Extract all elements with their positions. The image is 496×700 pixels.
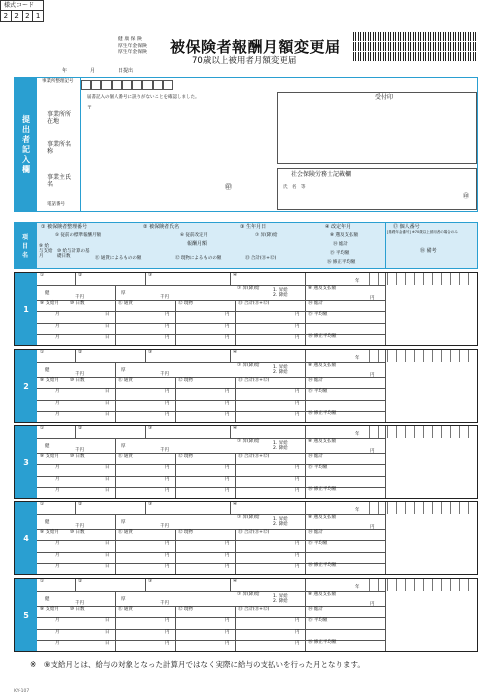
form-number: KY-107 <box>14 689 30 694</box>
field-label: 日 <box>105 401 110 406</box>
sharoushi-name-label: 氏 名 等 <box>283 185 306 190</box>
field-label: 日 <box>105 553 110 558</box>
field-label: 円 <box>295 553 300 558</box>
field-label: ⑪ 通貨 <box>118 530 133 535</box>
item-label: ⑨ 給与支給月 <box>39 244 53 259</box>
field-label: 円 <box>370 602 375 607</box>
field-label: 千円 <box>160 448 169 453</box>
field-label: 円 <box>165 488 170 493</box>
field-label: 日 <box>105 618 110 623</box>
field-label: 円 <box>165 465 170 470</box>
field-label: 円 <box>165 630 170 635</box>
field-label: 月 <box>55 477 60 482</box>
field-label: 日 <box>105 477 110 482</box>
date-month-label: 月 <box>90 68 96 74</box>
field-label: ⑯ 修正平均額 <box>308 563 337 568</box>
item-label: ⑱ 備考 <box>420 248 437 254</box>
address-label: 事業所所在地 <box>47 111 72 125</box>
field-label: ④ <box>233 579 238 584</box>
field-label: 年 <box>355 279 360 284</box>
field-label: ④ <box>233 350 238 355</box>
field-label: 円 <box>225 465 230 470</box>
record-number: 3 <box>15 426 37 498</box>
item-label: ⑭ 総計 <box>333 242 348 247</box>
form-code-label: 様式コード <box>1 1 43 11</box>
field-label: 円 <box>295 641 300 646</box>
record-number: 5 <box>15 579 37 651</box>
field-label: 月 <box>55 389 60 394</box>
record-number: 4 <box>15 502 37 574</box>
field-label: 円 <box>225 641 230 646</box>
item-label: ⑰ 個人番号 <box>393 224 420 230</box>
field-label: ② <box>78 350 83 355</box>
field-label: ⑩ 日数 <box>70 301 85 306</box>
field-label: 日 <box>105 412 110 417</box>
field-label: ⑯ 修正平均額 <box>308 334 337 339</box>
field-label: 円 <box>295 618 300 623</box>
field-label: 円 <box>370 525 375 530</box>
field-label: ① <box>40 579 45 584</box>
field-label: ⑭ 総計 <box>308 454 323 459</box>
field-label: 円 <box>165 564 170 569</box>
received-stamp-label: 受付印 <box>375 94 394 101</box>
field-label: 月 <box>55 465 60 470</box>
field-label: 円 <box>225 312 230 317</box>
field-label: ⑮ 平均額 <box>308 465 328 470</box>
field-label: 年 <box>355 508 360 513</box>
field-label: 円 <box>225 618 230 623</box>
insurance-line: 厚生年金保険 <box>118 50 147 55</box>
owner-seal-mark: ㊞ <box>225 183 232 191</box>
field-label: 日 <box>105 541 110 546</box>
field-label: 円 <box>295 324 300 329</box>
field-label: ⑬ 合計(⑪+⑫) <box>238 607 270 612</box>
field-label: ⑯ 修正平均額 <box>308 640 337 645</box>
field-label: 円 <box>165 477 170 482</box>
field-label: ④ <box>233 426 238 431</box>
field-label: ③ <box>148 579 153 584</box>
field-label: 円 <box>225 401 230 406</box>
item-label: ④ 改定年月 <box>325 224 352 230</box>
field-label: ⑫ 現物 <box>178 530 193 535</box>
office-name-label: 事業所名称 <box>47 141 72 155</box>
field-label: 円 <box>165 312 170 317</box>
field-label: 円 <box>165 401 170 406</box>
field-label: 円 <box>295 541 300 546</box>
field-label: ⑪ 通貨 <box>118 607 133 612</box>
field-label: ⑯ 修正平均額 <box>308 411 337 416</box>
field-label: 月 <box>55 335 60 340</box>
field-label: 円 <box>165 412 170 417</box>
sharoushi-label: 社会保険労務士記載欄 <box>291 171 352 178</box>
field-label: 健 <box>45 520 50 525</box>
item-label: ⑤ 従前の標準報酬月額 <box>55 233 101 238</box>
field-label: ⑩ 日数 <box>70 607 85 612</box>
field-label: ① <box>40 502 45 507</box>
item-label: [基礎年金番号] ※70歳以上被用者の場合のみ <box>387 230 458 234</box>
page-subtitle: 70歳以上被用者月額変更届 <box>192 56 297 66</box>
form-code-digit: 2 <box>1 11 12 22</box>
field-label: 日 <box>105 641 110 646</box>
field-label: 円 <box>295 488 300 493</box>
item-label: ② 被保険者氏名 <box>143 224 180 230</box>
field-label: ⑦ 昇(降)給 <box>237 286 260 291</box>
field-label: 円 <box>295 401 300 406</box>
field-label: 月 <box>55 401 60 406</box>
field-label: 千円 <box>160 295 169 300</box>
postal-mark: 〒 <box>87 105 93 111</box>
field-label: ⑦ 昇(降)給 <box>237 363 260 368</box>
confirm-note: 届書記入の個人番号に誤りがないことを確認しました。 <box>87 95 200 100</box>
field-label: ⑮ 平均額 <box>308 618 328 623</box>
field-label: ⑮ 平均額 <box>308 541 328 546</box>
field-label: ⑬ 合計(⑪+⑫) <box>238 530 270 535</box>
item-label: ⑪ 通貨によるものの額 <box>95 256 142 261</box>
field-label: 円 <box>225 412 230 417</box>
items-header <box>14 222 478 269</box>
field-label: ⑧ 遡及支払額 <box>308 363 336 368</box>
item-label: ⑬ 合計(⑪+⑫) <box>245 256 277 261</box>
page-title: 被保険者報酬月額変更届 <box>170 38 341 56</box>
field-label: 月 <box>55 564 60 569</box>
field-label: ① <box>40 426 45 431</box>
field-label: 月 <box>55 541 60 546</box>
field-label: ② <box>78 426 83 431</box>
field-label: 千円 <box>160 524 169 529</box>
field-label: 円 <box>225 553 230 558</box>
field-label: 円 <box>165 641 170 646</box>
item-label: ⑫ 現物によるものの額 <box>175 256 222 261</box>
date-day-label: 日提出 <box>118 68 134 74</box>
field-label: 2. 降給 <box>273 446 288 451</box>
field-label: 厚 <box>121 597 126 602</box>
field-label: 日 <box>105 564 110 569</box>
employee-record <box>14 349 478 423</box>
insurance-types <box>118 37 147 57</box>
field-label: 円 <box>370 296 375 301</box>
items-side-label: 項目名 <box>21 234 30 259</box>
field-label: 厚 <box>121 291 126 296</box>
item-label: ⑯ 修正平均額 <box>327 260 356 265</box>
field-label: ⑬ 合計(⑪+⑫) <box>238 301 270 306</box>
field-label: ⑮ 平均額 <box>308 389 328 394</box>
field-label: ⑦ 昇(降)給 <box>237 515 260 520</box>
field-label: 円 <box>295 389 300 394</box>
item-label: ⑥ 従前改定月 <box>180 233 208 238</box>
field-label: 健 <box>45 291 50 296</box>
field-label: ⑦ 昇(降)給 <box>237 439 260 444</box>
field-label: 月 <box>55 641 60 646</box>
field-label: 日 <box>105 465 110 470</box>
field-label: 1. 昇給 <box>273 441 288 446</box>
field-label: 千円 <box>75 601 84 606</box>
field-label: 日 <box>105 630 110 635</box>
field-label: 1. 昇給 <box>273 594 288 599</box>
field-label: 1. 昇給 <box>273 365 288 370</box>
field-label: 千円 <box>75 448 84 453</box>
field-label: 2. 降給 <box>273 599 288 604</box>
field-label: ⑩ 日数 <box>70 454 85 459</box>
field-label: ⑩ 日数 <box>70 378 85 383</box>
field-label: 円 <box>225 477 230 482</box>
item-label: ⑧ 遡及支払額 <box>330 233 358 238</box>
submitter-side-label: 提出者記入欄 <box>21 114 31 175</box>
field-label: ③ <box>148 273 153 278</box>
field-label: ⑪ 通貨 <box>118 301 133 306</box>
field-label: 円 <box>295 477 300 482</box>
phone-label: 電話番号 <box>47 202 65 207</box>
field-label: ⑭ 総計 <box>308 378 323 383</box>
field-label: 日 <box>105 312 110 317</box>
field-label: 円 <box>370 449 375 454</box>
field-label: 円 <box>225 564 230 569</box>
field-label: 円 <box>225 335 230 340</box>
field-label: 円 <box>225 630 230 635</box>
field-label: 健 <box>45 444 50 449</box>
field-label: ④ <box>233 273 238 278</box>
record-number: 1 <box>15 273 37 345</box>
field-label: ⑧ 遡及支払額 <box>308 592 336 597</box>
field-label: ⑪ 通貨 <box>118 454 133 459</box>
field-label: 円 <box>295 335 300 340</box>
item-label: ③ 生年月日 <box>240 224 267 230</box>
sharoushi-seal-mark: ㊞ <box>463 193 470 200</box>
field-label: 円 <box>295 564 300 569</box>
field-label: ② <box>78 502 83 507</box>
field-label: 日 <box>105 335 110 340</box>
field-label: 円 <box>225 541 230 546</box>
field-label: ⑫ 現物 <box>178 454 193 459</box>
record-number: 2 <box>15 350 37 422</box>
field-label: ① <box>40 350 45 355</box>
insurance-line: 厚生年金保険 <box>118 43 147 49</box>
field-label: 円 <box>295 412 300 417</box>
field-label: 円 <box>295 465 300 470</box>
field-label: 円 <box>225 324 230 329</box>
field-label: 千円 <box>75 524 84 529</box>
field-label: 月 <box>55 630 60 635</box>
field-label: ⑫ 現物 <box>178 301 193 306</box>
form-code-digit: 1 <box>35 12 41 20</box>
field-label: 年 <box>355 432 360 437</box>
field-label: ⑦ 昇(降)給 <box>237 592 260 597</box>
insurance-line: 健 康 保 険 <box>118 37 142 42</box>
field-label: 月 <box>55 488 60 493</box>
employee-record <box>14 501 478 575</box>
field-label: 月 <box>55 618 60 623</box>
field-label: ④ <box>233 502 238 507</box>
field-label: 千円 <box>160 601 169 606</box>
field-label: 円 <box>165 324 170 329</box>
field-label: 2. 降給 <box>273 370 288 375</box>
item-label: ⑦ 昇(降)給 <box>255 233 278 238</box>
field-label: ⑧ 遡及支払額 <box>308 439 336 444</box>
field-label: ⑩ 日数 <box>70 530 85 535</box>
field-label: 千円 <box>160 372 169 377</box>
field-label: 円 <box>370 373 375 378</box>
form-code-digit: 2 <box>23 11 34 22</box>
field-label: 円 <box>225 488 230 493</box>
form-code-digit: 2 <box>12 11 23 22</box>
field-label: ⑪ 通貨 <box>118 378 133 383</box>
field-label: 千円 <box>75 295 84 300</box>
field-label: ③ <box>148 426 153 431</box>
field-label: ⑨ 支給月 <box>40 301 59 306</box>
field-label: 円 <box>165 541 170 546</box>
field-label: ⑨ 支給月 <box>40 607 59 612</box>
field-label: 月 <box>55 553 60 558</box>
date-year-label: 年 <box>62 68 68 74</box>
field-label: ⑬ 合計(⑪+⑫) <box>238 378 270 383</box>
field-label: ⑬ 合計(⑪+⑫) <box>238 454 270 459</box>
submitter-section <box>14 77 478 212</box>
field-label: ⑫ 現物 <box>178 378 193 383</box>
field-label: ⑯ 修正平均額 <box>308 487 337 492</box>
field-label: 厚 <box>121 368 126 373</box>
field-label: ② <box>78 579 83 584</box>
field-label: ⑮ 平均額 <box>308 312 328 317</box>
field-label: 日 <box>105 324 110 329</box>
field-label: 円 <box>165 618 170 623</box>
field-label: 年 <box>355 585 360 590</box>
field-label: 円 <box>295 312 300 317</box>
item-label: ⑮ 平均額 <box>330 251 350 256</box>
field-label: ⑫ 現物 <box>178 607 193 612</box>
barcode <box>353 32 477 70</box>
field-label: ⑭ 総計 <box>308 301 323 306</box>
field-label: 2. 降給 <box>273 293 288 298</box>
field-label: 1. 昇給 <box>273 288 288 293</box>
field-label: 厚 <box>121 520 126 525</box>
form-code-box <box>0 0 44 22</box>
employee-record <box>14 272 478 346</box>
field-label: 円 <box>165 335 170 340</box>
field-label: ⑭ 総計 <box>308 530 323 535</box>
item-label: ① 被保険者整理番号 <box>41 224 88 230</box>
field-label: ③ <box>148 350 153 355</box>
field-label: ⑭ 総計 <box>308 607 323 612</box>
field-label: 日 <box>105 389 110 394</box>
employee-record <box>14 425 478 499</box>
field-label: 月 <box>55 412 60 417</box>
field-label: ⑨ 支給月 <box>40 530 59 535</box>
field-label: ① <box>40 273 45 278</box>
field-label: 円 <box>165 389 170 394</box>
field-label: 円 <box>165 553 170 558</box>
field-label: 円 <box>225 389 230 394</box>
field-label: 月 <box>55 324 60 329</box>
office-code-label: 事業所整理記号 <box>42 79 74 84</box>
field-label: 年 <box>355 356 360 361</box>
employee-record <box>14 578 478 652</box>
field-label: ⑨ 支給月 <box>40 378 59 383</box>
field-label: 月 <box>55 312 60 317</box>
field-label: ⑨ 支給月 <box>40 454 59 459</box>
field-label: 1. 昇給 <box>273 517 288 522</box>
field-label: 健 <box>45 368 50 373</box>
field-label: ③ <box>148 502 153 507</box>
field-label: 健 <box>45 597 50 602</box>
field-label: ② <box>78 273 83 278</box>
field-label: 2. 降給 <box>273 522 288 527</box>
field-label: 円 <box>295 630 300 635</box>
item-label: ⑩ 給与計算の基礎日数 <box>57 249 90 259</box>
item-label: 報酬月額 <box>187 241 208 247</box>
field-label: ⑧ 遡及支払額 <box>308 515 336 520</box>
field-label: 千円 <box>75 372 84 377</box>
field-label: ⑧ 遡及支払額 <box>308 286 336 291</box>
owner-name-label: 事業主氏名 <box>47 174 72 188</box>
footer-note: ※ ⑨支給月とは、給与の対象となった計算月ではなく実際に給与の支払いを行った月となります。 <box>30 660 365 669</box>
field-label: 厚 <box>121 444 126 449</box>
field-label: 日 <box>105 488 110 493</box>
